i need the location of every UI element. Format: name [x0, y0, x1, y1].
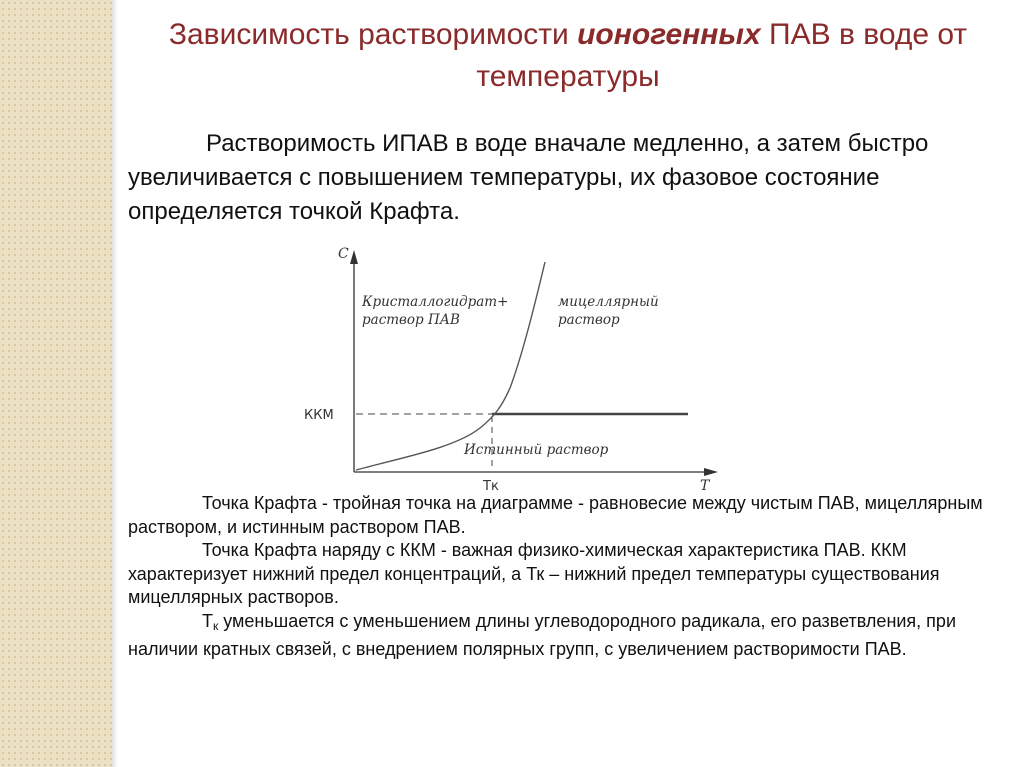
- decorative-sidebar: [0, 0, 112, 767]
- intro-paragraph: [128, 127, 988, 229]
- title-part2: ПАВ в воде от температуры: [476, 18, 968, 93]
- title-emphasis: ионогенных: [577, 18, 761, 51]
- region-label-crystal-1: Кристаллогидрат+: [362, 294, 509, 310]
- notes-block: [128, 492, 1008, 662]
- y-axis-label: C: [338, 246, 349, 262]
- x-axis-label: T: [700, 478, 710, 494]
- region-label-micellar-2: раствор: [558, 312, 620, 328]
- slide-title: [128, 14, 1008, 98]
- note-tk-factors: $Т_к$ уменьшается с уменьшением длины углеводородного радикала, его разветвления, при наличии кратных связей, с внедрением полярных групп, с увеличением растворимости ПАВ.: [128, 610, 956, 659]
- sidebar-shadow: [112, 0, 118, 767]
- x-axis-arrow: [704, 468, 718, 476]
- region-label-true-solution: Истинный раствор: [464, 442, 609, 458]
- title-part1: Зависимость растворимости: [168, 18, 578, 51]
- krafft-point-diagram: [290, 238, 720, 498]
- intro-text: Растворимость ИПАВ в воде вначале медленно, а затем быстро увеличивается с повышением температуры, их фазовое состояние определяется точкой Крафта.: [128, 130, 929, 225]
- y-axis-arrow: [350, 250, 358, 264]
- note-krafft-ccm: Точка Крафта наряду с ККМ - важная физико-химическая характеристика ПАВ. ККМ характеризует нижний предел концентраций, а Тк – нижний предел температуры существования мицеллярных растворов.: [128, 540, 940, 607]
- region-label-crystal-2: раствор ПАВ: [362, 312, 460, 328]
- note-krafft-definition: Точка Крафта - тройная точка на диаграмме - равновесие между чистым ПАВ, мицеллярным раствором, и истинным раствором ПАВ.: [128, 493, 983, 537]
- tk-tick-label: Тк: [483, 479, 499, 494]
- region-label-micellar-1: мицеллярный: [558, 294, 659, 310]
- ccm-tick-label: ККМ: [304, 408, 334, 423]
